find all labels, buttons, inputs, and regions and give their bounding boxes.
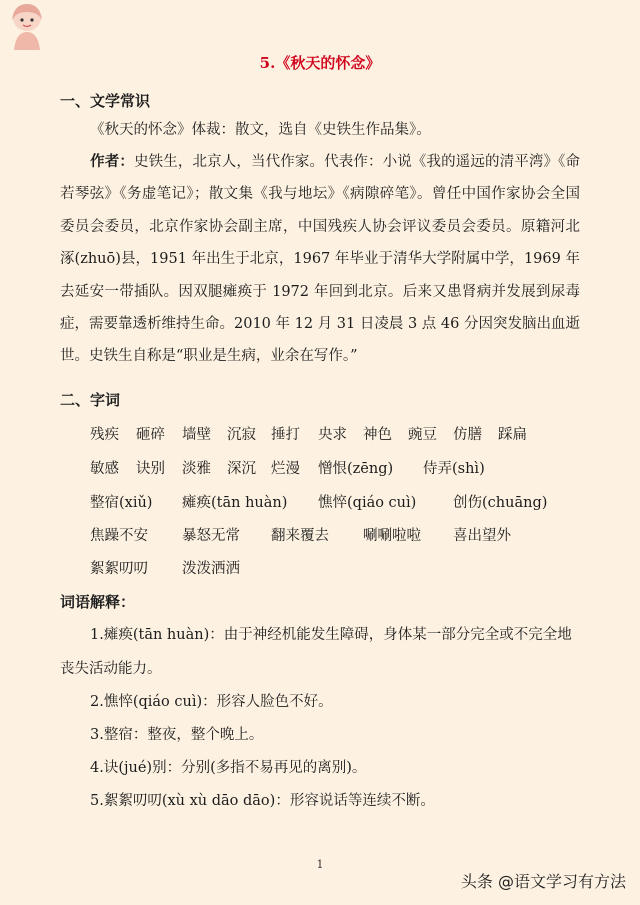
footer-watermark — [461, 869, 626, 892]
definition-item: 2.憔悴(qiáo cuì)：形容人脸色不好。 — [90, 694, 333, 710]
vocab-word: 烂漫 — [271, 461, 300, 477]
page-title: 5.《秋天的怀念》 — [259, 54, 381, 72]
author-text: 史铁生，北京人，当代作家。代表作：小说《我的遥远的清平湾》《命若琴弦》《务虚笔记》；散文集《我与地坛》《病隙碎笔》。曾任中国作家协会全国委员会委员，北京作家协会副主席，中国残疾人协会评议委员会委员。原籍河北涿(zhuō)县，1951 年出生于北京，1967 年毕业于清华大学附属中学，1969 年去延安一带插队。因双腿瘫痪于 1972 年回到北京。后来又患肾病并发展到尿毒症，需要靠透析维持生命。2010 年 12 月 31 日凌晨 3 点 46 分因突发脑出血逝世。史铁生自称是“职业是生病，业余在写作。” — [60, 154, 580, 365]
vocab-word: 焦躁不安 — [90, 528, 148, 544]
section-heading-vocab: 二、字词 — [60, 391, 121, 409]
vocab-word: 瘫痪(tān huàn) — [182, 495, 288, 511]
definition-item: 1.瘫痪(tān huàn)：由于神经机能发生障碍，身体某一部分完全或不完全地丧失活动能力。 — [60, 627, 572, 677]
vocab-word: 絮絮叨叨 — [90, 561, 148, 577]
genre-paragraph — [60, 114, 580, 146]
page-number: 1 — [316, 858, 324, 871]
author-label: 作者： — [90, 153, 134, 170]
vocab-word: 泼泼洒洒 — [182, 561, 240, 577]
vocab-word: 诀别 — [136, 461, 165, 477]
vocab-word: 砸碎 — [136, 427, 165, 443]
vocab-word: 整宿(xiǔ) — [90, 495, 153, 511]
vocab-word: 憔悴(qiáo cuì) — [318, 495, 417, 511]
vocab-word: 踩扁 — [498, 427, 527, 443]
vocab-word: 侍弄(shì) — [423, 461, 485, 477]
vocab-word: 喜出望外 — [453, 528, 511, 544]
vocab-word: 憎恨(zēng) — [318, 461, 394, 477]
vocab-word: 敏感 — [90, 461, 119, 477]
vocab-word: 央求 — [318, 427, 347, 443]
section-heading-literature: 一、文学常识 — [60, 92, 151, 110]
genre-text: 《秋天的怀念》体裁：散文，选自《史铁生作品集》。 — [90, 122, 431, 138]
avatar — [4, 2, 50, 52]
vocab-word: 暴怒无常 — [182, 528, 240, 544]
definition-item: 5.絮絮叨叨(xù xù dāo dāo)：形容说话等连续不断。 — [90, 793, 435, 809]
vocab-word: 神色 — [363, 427, 392, 443]
vocab-word: 沉寂 — [227, 427, 256, 443]
vocab-word: 仿膳 — [453, 427, 482, 443]
footer-account: @语文学习有方法 — [497, 872, 626, 891]
vocab-word: 残疾 — [90, 427, 119, 443]
vocab-word: 捶打 — [271, 427, 300, 443]
definition-item: 4.诀(jué)别：分别(多指不易再见的离别)。 — [90, 760, 367, 776]
vocab-word: 墙壁 — [182, 427, 211, 443]
vocab-word: 淡雅 — [182, 461, 211, 477]
section-heading-definitions: 词语解释： — [60, 593, 136, 611]
vocab-word: 创伤(chuāng) — [453, 495, 548, 511]
vocab-word: 翻来覆去 — [271, 528, 329, 544]
vocab-word: 深沉 — [227, 461, 256, 477]
author-paragraph — [60, 146, 580, 373]
vocab-word: 豌豆 — [408, 427, 437, 443]
footer-prefix: 头条 — [460, 872, 493, 891]
vocab-word: 唰唰啦啦 — [363, 528, 421, 544]
definition-item: 3.整宿：整夜，整个晚上。 — [90, 727, 264, 743]
